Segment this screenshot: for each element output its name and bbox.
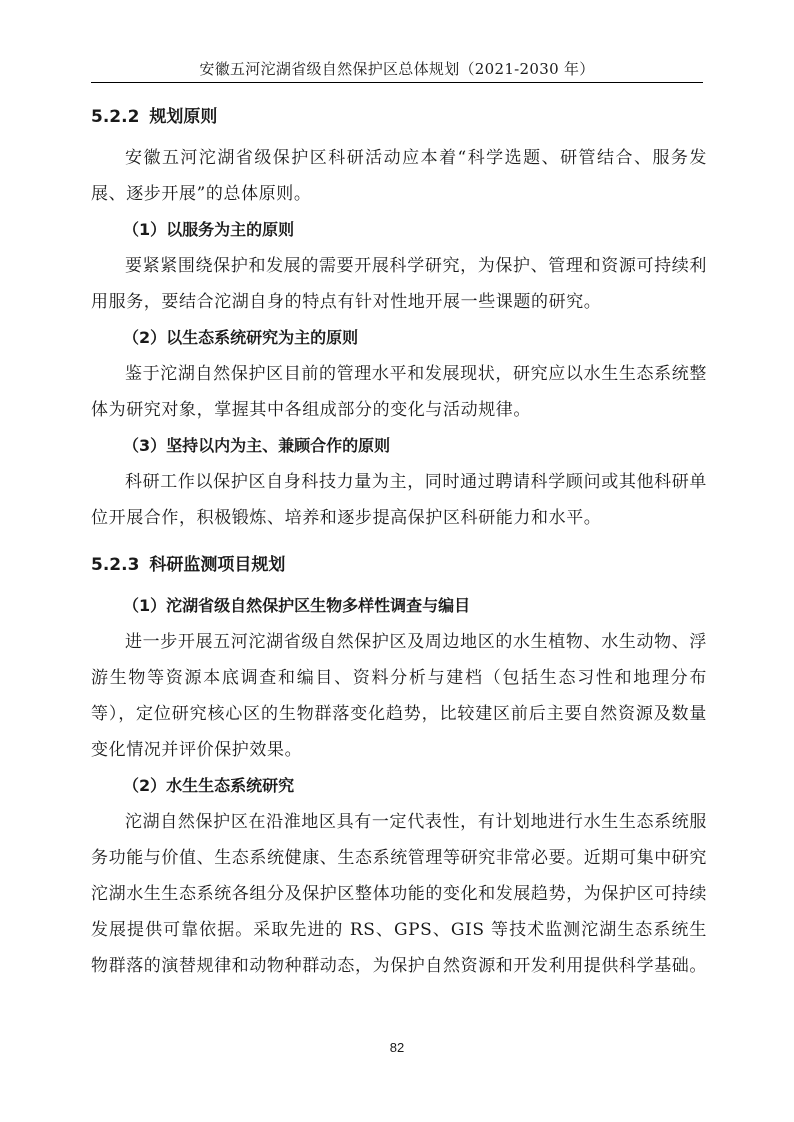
running-header: 安徽五河沱湖省级自然保护区总体规划（2021-2030 年） — [199, 60, 595, 78]
section-heading-5-2-3 — [91, 546, 707, 584]
section-number: 5.2.2 — [91, 107, 140, 127]
principle-heading-2: （2）以生态系统研究为主的原则 — [123, 328, 359, 347]
section-heading-5-2-2 — [91, 98, 707, 136]
header-divider — [91, 82, 703, 83]
document-body — [91, 98, 707, 984]
principle-paragraph-2: 鉴于沱湖自然保护区目前的管理水平和发展现状，研究应以水生生态系统整体为研究对象，掌握其中各组成部分的变化与活动规律。 — [91, 364, 707, 420]
page-number: 82 — [389, 1040, 405, 1055]
project-paragraph-1: 进一步开展五河沱湖省级自然保护区及周边地区的水生植物、水生动物、浮游生物等资源本底调查和编目、资料分析与建档（包括生态习性和地理分布等），定位研究核心区的生物群落变化趋势，比较建区前后主要自然资源及数量变化情况并评价保护效果。 — [91, 632, 707, 760]
section-intro-paragraph: 安徽五河沱湖省级保护区科研活动应本着“科学选题、研管结合、服务发展、逐步开展”的总体原则。 — [91, 148, 707, 204]
section-title: 规划原则 — [149, 107, 218, 127]
project-heading-1: （1）沱湖省级自然保护区生物多样性调查与编目 — [123, 596, 471, 615]
principle-heading-1: （1）以服务为主的原则 — [123, 220, 295, 239]
principle-paragraph-3: 科研工作以保护区自身科技力量为主，同时通过聘请科学顾问或其他科研单位开展合作，积极锻炼、培养和逐步提高保护区科研能力和水平。 — [91, 472, 707, 528]
project-heading-2: （2）水生生态系统研究 — [123, 776, 295, 795]
project-paragraph-2: 沱湖自然保护区在沿淮地区具有一定代表性，有计划地进行水生生态系统服务功能与价值、生态系统健康、生态系统管理等研究非常必要。近期可集中研究沱湖水生生态系统各组分及保护区整体功能的变化和发展趋势，为保护区可持续发展提供可靠依据。采取先进的 RS、GPS、GIS 等技术监测沱湖生态系统生物群落的演替规律和动物种群动态，为保护自然资源和开发利用提供科学基础。 — [91, 812, 707, 976]
section-title: 科研监测项目规划 — [149, 555, 286, 575]
principle-heading-3: （3）坚持以内为主、兼顾合作的原则 — [123, 436, 391, 455]
principle-paragraph-1: 要紧紧围绕保护和发展的需要开展科学研究，为保护、管理和资源可持续利用服务，要结合沱湖自身的特点有针对性地开展一些课题的研究。 — [91, 256, 707, 312]
section-number: 5.2.3 — [91, 555, 140, 575]
